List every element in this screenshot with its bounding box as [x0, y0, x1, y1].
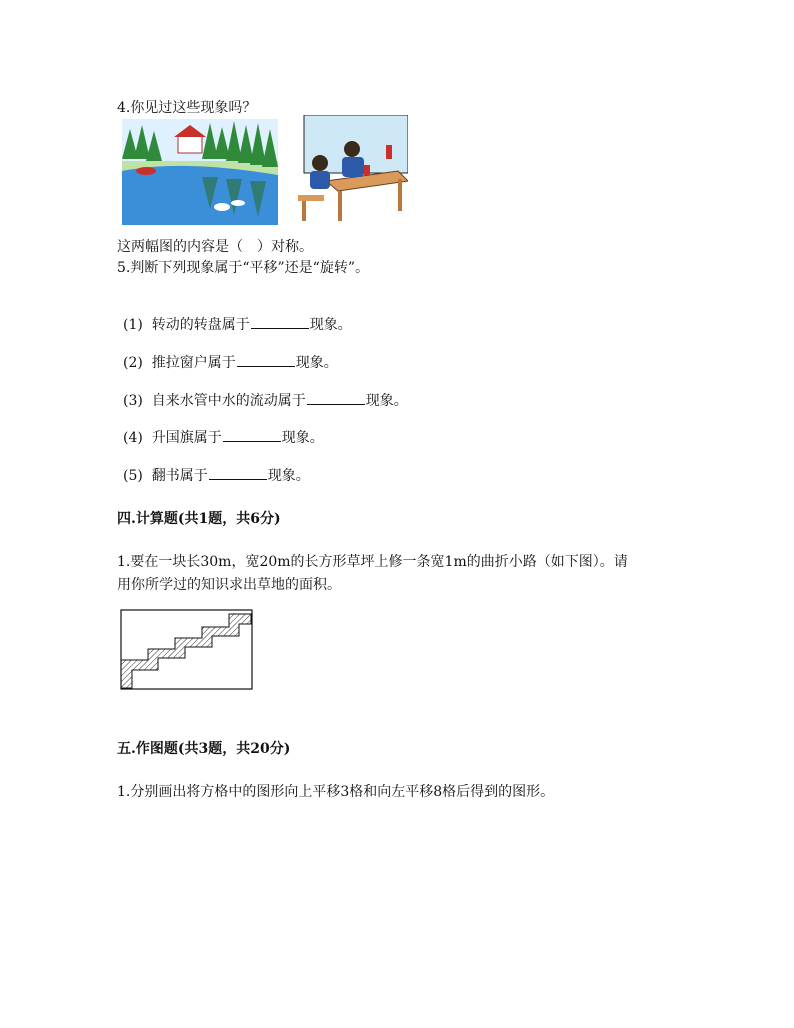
answer-blank[interactable] [209, 465, 267, 480]
section4-q1-line2: 用你所学过的知识求出草地的面积。 [117, 577, 341, 593]
item-number: (3) [123, 393, 143, 409]
section5-q1: 1.分别画出将方格中的图形向上平移3格和向左平移8格后得到的图形。 [117, 784, 555, 800]
q5-item-3 [123, 390, 408, 410]
children-table-image [298, 115, 408, 223]
q4-answer-line: 这两幅图的内容是（ ）对称。 [117, 239, 313, 255]
item-suffix: 现象。 [281, 430, 324, 446]
item-text: 自来水管中水的流动属于 [151, 393, 306, 409]
q5-item-1 [123, 314, 352, 334]
lake-reflection-image [122, 119, 278, 225]
item-number: (1) [123, 317, 143, 333]
item-number: (5) [123, 468, 143, 484]
item-text: 翻书属于 [151, 468, 208, 484]
item-text: 推拉窗户属于 [151, 355, 236, 371]
answer-blank[interactable] [251, 314, 309, 329]
q5-item-2 [123, 352, 338, 372]
item-suffix: 现象。 [267, 468, 310, 484]
answer-blank[interactable] [237, 352, 295, 367]
item-suffix: 现象。 [309, 317, 352, 333]
q5-item-4 [123, 427, 324, 447]
q5-title: 5.判断下列现象属于“平移”还是“旋转”。 [117, 260, 369, 276]
lawn-path-diagram [120, 609, 254, 691]
section5-heading: 五.作图题(共3题，共20分) [117, 741, 291, 757]
item-suffix: 现象。 [365, 393, 408, 409]
q4-title: 4.你见过这些现象吗？ [117, 100, 257, 116]
section4-heading: 四.计算题(共1题，共6分) [117, 511, 281, 527]
answer-blank[interactable] [223, 427, 281, 442]
item-text: 转动的转盘属于 [151, 317, 250, 333]
q5-item-5 [123, 465, 310, 485]
item-text: 升国旗属于 [151, 430, 222, 446]
item-number: (4) [123, 430, 143, 446]
answer-blank[interactable] [307, 390, 365, 405]
item-number: (2) [123, 355, 143, 371]
section4-q1-line1: 1.要在一块长30m，宽20m的长方形草坪上修一条宽1m的曲折小路（如下图）。请 [117, 554, 628, 570]
item-suffix: 现象。 [295, 355, 338, 371]
